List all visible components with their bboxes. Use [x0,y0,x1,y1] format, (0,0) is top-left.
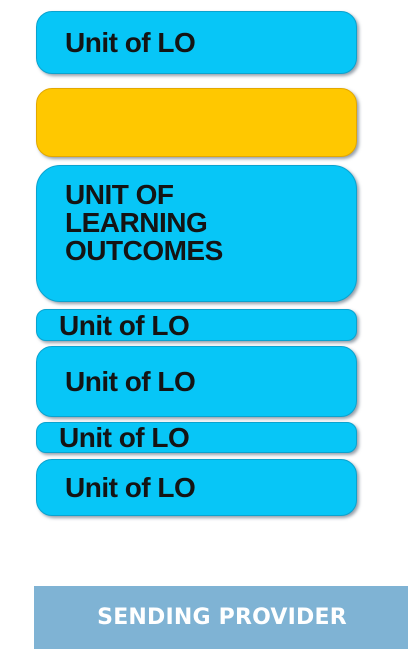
unit-block-label: Unit of LO [65,27,196,58]
learning-outcomes-label: UNIT OF LEARNING OUTCOMES [65,179,223,266]
unit-block-label: Unit of LO [65,366,196,397]
unit-block-label: Unit of LO [59,422,190,453]
empty-yellow-block [36,88,357,157]
unit-of-lo-block-1 [36,11,357,74]
sending-provider-banner [34,586,408,649]
unit-of-lo-block-2 [36,346,357,417]
unit-of-lo-block-thin-1 [36,309,357,341]
unit-block-label: Unit of LO [59,310,190,341]
sending-provider-label: SENDING PROVIDER [97,605,347,630]
unit-of-learning-outcomes-block [36,165,357,302]
unit-of-lo-block-3 [36,459,357,516]
unit-block-label: Unit of LO [65,472,196,503]
unit-of-lo-block-thin-2 [36,422,357,453]
